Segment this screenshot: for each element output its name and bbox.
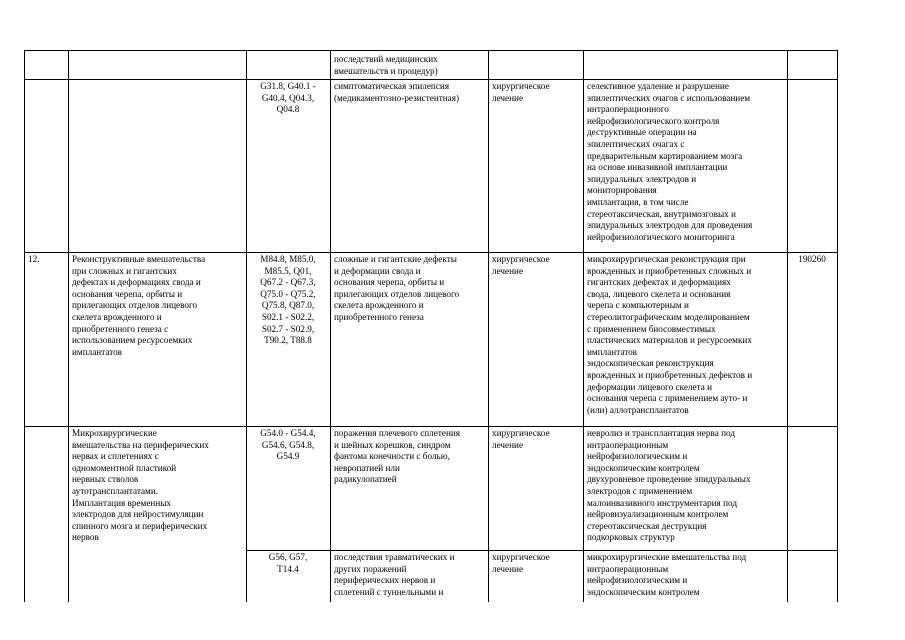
method-cell: невролиз и трансплантация нерва под интраоперационным нейрофизиологическим и эндоскопическим контролем двухуровневое проведение эпидуральных электродов с применением малоинвазивного инструментария под нейровизуализационным контролем стереотаксическая деструкция подкорковых структур <box>587 428 751 543</box>
treatment-cell: хирургическое лечение <box>492 552 550 574</box>
table-rule <box>330 50 331 602</box>
codes-cell: G54.0 - G54.4, G54.6, G54.8, G54.9 <box>260 428 316 462</box>
treatment-cell: хирургическое лечение <box>492 428 550 450</box>
table-rule <box>24 79 837 80</box>
name-cell: Микрохирургические вмешательства на периферических нервах и сплетениях с одномоментной пластикой нервных стволов аутотрансплантатами. Имплантация временных электродов для нейростимуляции спинного мозга и периферических нервов <box>72 428 209 543</box>
table-rule <box>246 50 247 602</box>
method-cell: селективное удаление и разрушение эпилептических очагов с использованием интраоперационного нейрофизиологического контроля деструктивные операции на эпилептических очагах с предварительным картированием мозга на основе инвазивной имплантации эпидуральных электродов и мониторирования имплантация, в том числе стереотаксическая, внутримозговых и эпидуральных электродов для проведения нейрофизиологического мониторинга <box>587 81 753 242</box>
cost-cell: 190260 <box>798 254 826 264</box>
method-cell: микрохирургические вмешательства под интраоперационным нейрофизиологическим и эндоскопическим контролем <box>587 552 747 597</box>
table-rule <box>24 426 837 427</box>
table-rule <box>24 50 837 51</box>
method-cell: микрохирургическая реконструкция при врожденных и приобретенных сложных и гигантских дефектах и деформациях свода, лицевого скелета и основания черепа с компьютерным и стереолитографическим моделированием с применением биосовместимых пластических материалов и ресурсоемких имплантатов эндоскопическая реконструкция врожденных и приобретенных дефектов и деформации лицевого скелета и основания черепа с применением ауто- и (или) аллотрансплантатов <box>587 254 753 415</box>
table-rule <box>787 50 788 602</box>
table-rule <box>246 550 837 551</box>
model-cell: последствия травматических и других поражений периферических нервов и сплетений с туннельными и <box>334 552 455 597</box>
codes-cell: G31.8, G40.1 - G40.4, Q04.3, Q04.8 <box>260 81 316 115</box>
treatment-cell: хирургическое лечение <box>492 81 550 103</box>
table-rule <box>68 50 69 602</box>
row-number-cell: 12. <box>28 254 40 264</box>
table-rule <box>488 50 489 602</box>
table-rule <box>24 252 837 253</box>
codes-cell: M84.8, M85.0, M85.5, Q01, Q67.2 - Q67.3, Q75.0 - Q75.2, Q75.8, Q87.0, S02.1 - S02.2, S02.7 - S02.9, T90.2, T88.8 <box>260 254 316 346</box>
table-rule <box>837 50 838 602</box>
treatment-cell: хирургическое лечение <box>492 254 550 276</box>
model-cell: симптоматическая эпилепсия (медикаментозно-резистентная) <box>334 81 460 103</box>
model-cell: поражения плечевого сплетения и шейных корешков, синдром фантома конечности с болью, невропатией или радикулопатией <box>334 428 460 485</box>
table-rule <box>24 50 25 602</box>
table-rule <box>583 50 584 602</box>
model-cell: последствий медицинских вмешательств и процедур) <box>334 54 438 76</box>
codes-cell: G56, G57, T14.4 <box>268 552 308 574</box>
name-cell: Реконструктивные вмешательства при сложных и гигантских дефектах и деформациях свода и основания черепа, орбиты и прилегающих отделов лицевого скелета врожденного и приобретенного генеза с использованием ресурсоемких имплантатов <box>72 254 206 357</box>
model-cell: сложные и гигантские дефекты и деформации свода и основания черепа, орбиты и прилегающих отделов лицевого скелета врожденного и приобретенного генеза <box>334 254 460 322</box>
